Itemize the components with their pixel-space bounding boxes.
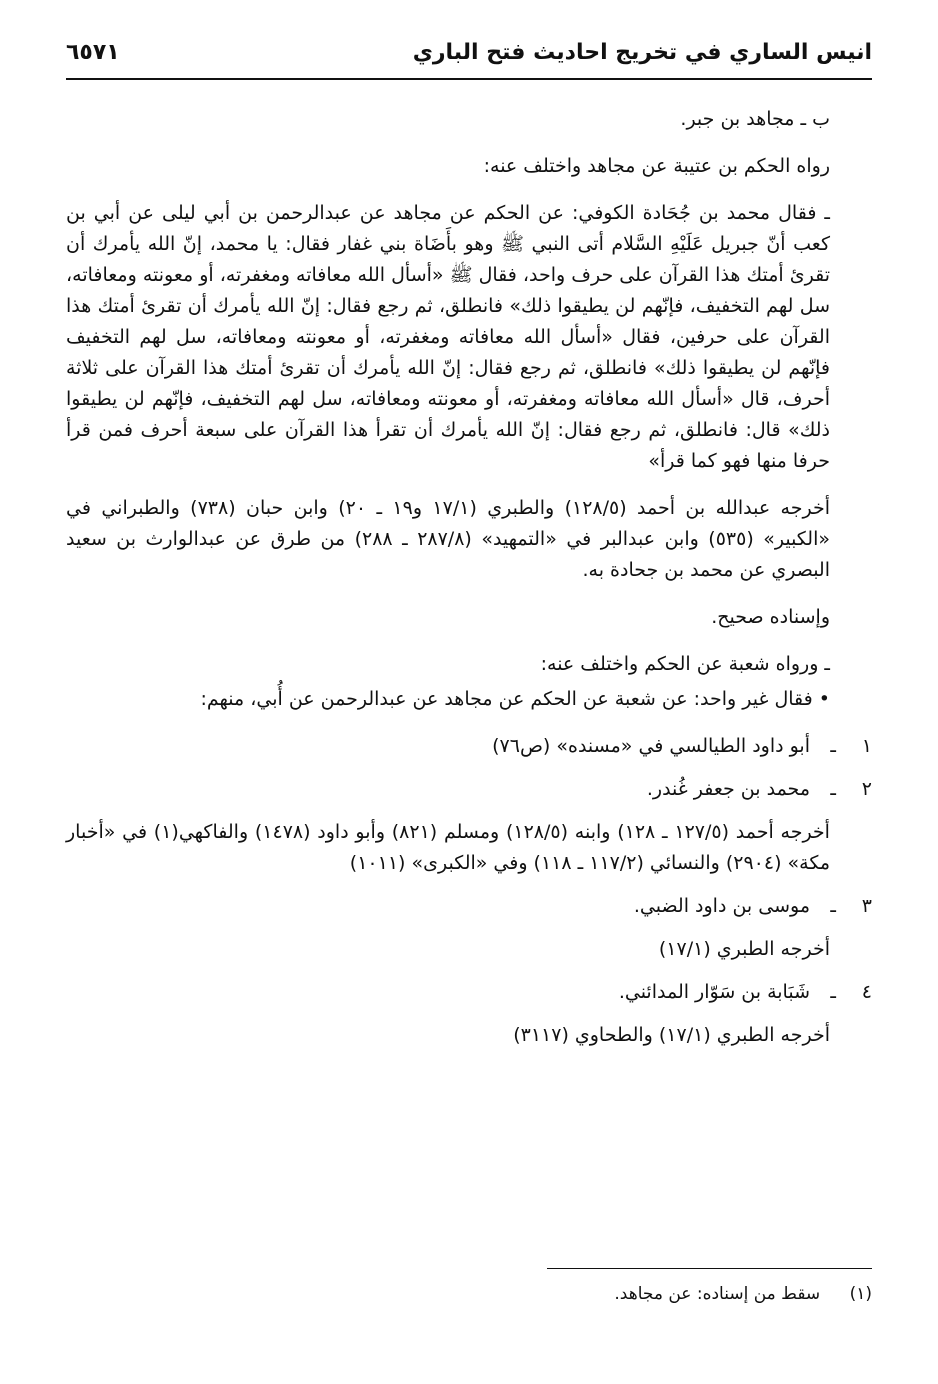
item-text: موسى بن داود الضبي. <box>633 895 810 917</box>
footnote-ref: (١) <box>849 1284 872 1304</box>
page-number: ٦٥٧١ <box>66 40 120 65</box>
item-takhrij: أخرجه الطبري (١٧/١) <box>658 938 830 960</box>
item-text: أبو داود الطيالسي في «مسنده» (ص٧٦) <box>492 735 810 757</box>
item-takhrij: أخرجه أحمد (١٢٧/٥ ـ ١٢٨) وابنه (١٢٨/٥) ومسلم (٨٢١) وأبو داود (١٤٧٨) والفاكهي(١) في «أخبار مكة» (٢٩٠٤) والنسائي (١١٧/٢ ـ ١١٨) وفي «الكبرى» (١٠١١) <box>66 821 830 874</box>
main-text <box>66 104 872 1063</box>
takhrij-paragraph: أخرجه عبدالله بن أحمد (١٢٨/٥) والطبري (١٧/١ و١٩ ـ ٢٠) وابن حبان (٧٣٨) والطبراني في «الكبير» (٥٣٥) وابن عبدالبر في «التمهيد» (٢٨٧/٨ ـ ٢٨٨) من طرق عن عبدالوارث بن سعيد البصري عن محمد بن جحادة به. <box>66 497 830 581</box>
list-item <box>66 891 872 922</box>
book-title: انيس الساري في تخريج احاديث فتح الباري <box>412 40 872 65</box>
narrators-intro: • فقال غير واحد: عن شعبة عن الحكم عن مجاهد عن عبدالرحمن عن أُبي، منهم: <box>200 688 830 710</box>
item-text: محمد بن جعفر غُندر. <box>646 778 810 800</box>
footnote-text: سقط من إسناده: عن مجاهد. <box>614 1284 821 1304</box>
item-dash: ـ <box>830 895 836 917</box>
page-header <box>66 34 872 80</box>
list-item <box>66 774 872 805</box>
item-takhrij: أخرجه الطبري (١٧/١) والطحاوي (٣١١٧) <box>513 1024 830 1046</box>
item-dash: ـ <box>830 778 836 800</box>
item-dash: ـ <box>830 735 836 757</box>
section-heading: ب ـ مجاهد بن جبر. <box>680 108 830 130</box>
shuba-narration: ـ ورواه شعبة عن الحكم واختلف عنه: <box>540 653 830 675</box>
item-number: ٣ <box>861 895 872 917</box>
list-item <box>66 977 872 1008</box>
footnote-separator <box>547 1268 872 1269</box>
item-number: ٢ <box>861 778 872 800</box>
item-number: ١ <box>861 735 872 757</box>
item-dash: ـ <box>830 981 836 1003</box>
item-text: شَبَابة بن سَوّار المدائني. <box>618 981 810 1003</box>
narration-intro: رواه الحكم بن عتيبة عن مجاهد واختلف عنه: <box>483 155 830 177</box>
footnote <box>66 1280 872 1308</box>
item-number: ٤ <box>861 981 872 1003</box>
list-item <box>66 731 872 762</box>
isnad-grade: وإسناده صحيح. <box>711 606 830 628</box>
hadith-text: ـ فقال محمد بن جُحَادة الكوفي: عن الحكم عن مجاهد عن عبدالرحمن بن أبي ليلى عن أبي بن كعب أنّ جبريل عَلَيْهِ السَّلام أتى النبي ﷺ وهو بأَضَاة بني غفار فقال: يا محمد، إنّ الله يأمرك أن تقرئ أمتك هذا القرآن على حرف واحد، فقال ﷺ «أسأل الله معافاته ومغفرته، أو معونته ومعافاته، سل لهم التخفيف، فإنّهم لن يطيقوا ذلك» فانطلق، ثم رجع فقال: إنّ الله يأمرك أن تقرئ أمتك هذا القرآن على حرفين، فقال «أسأل الله معافاته ومغفرته، أو معونته ومعافاته، سل لهم التخفيف فإنّهم لن يطيقوا ذلك» فانطلق، ثم رجع فقال: إنّ الله يأمرك أن تقرئ أمتك هذا القرآن على ثلاثة أحرف، قال «أسأل الله معافاته ومغفرته، أو معونته ومعافاته، سل لهم التخفيف، فإنّهم لن يطيقوا ذلك» قال: فانطلق، ثم رجع فقال: إنّ الله يأمرك أن تقرأ هذا القرآن على سبعة أحرف فمن قرأ حرفا منها فهو كما قرأ» <box>66 202 830 472</box>
